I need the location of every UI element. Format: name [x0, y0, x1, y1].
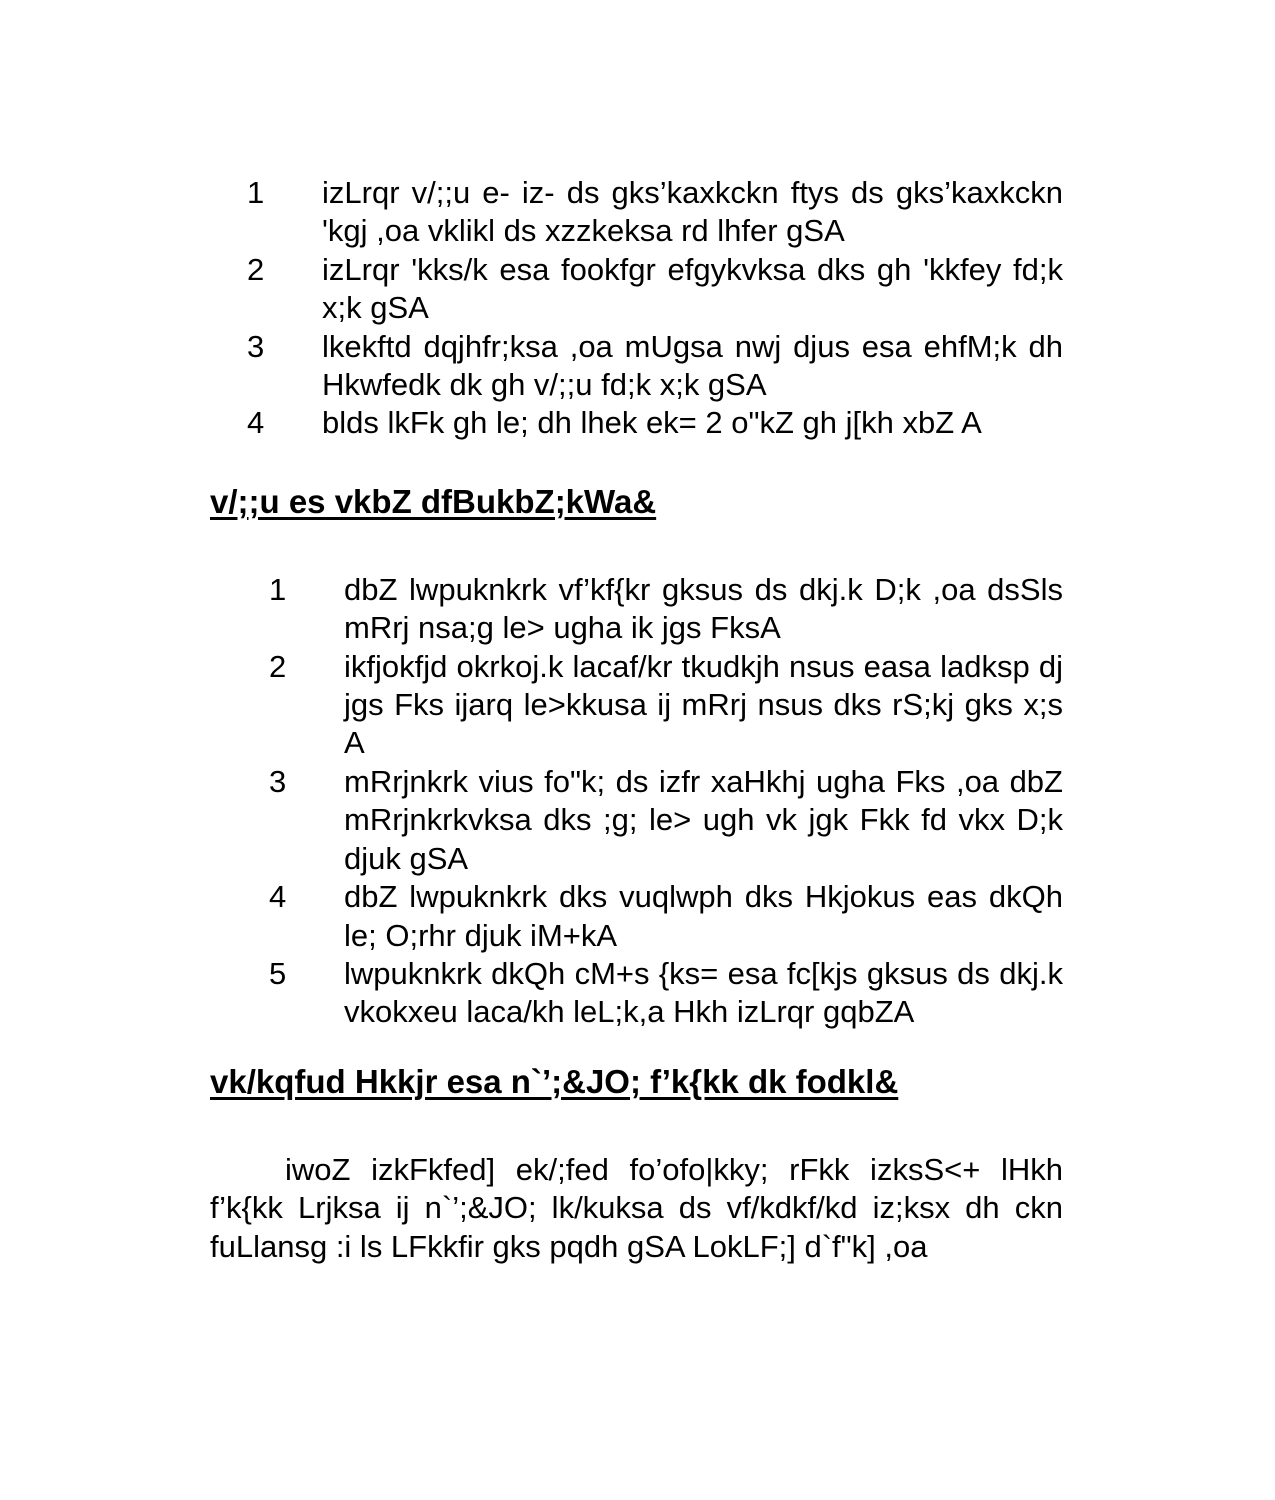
list-item: [210, 251, 1063, 328]
list-item: [210, 404, 1063, 442]
list-text: izLrqr 'kks/k esa fookfgr efgykvksa dks gh 'kkfey fd;k x;k gSA: [322, 251, 1063, 326]
list-text: dbZ lwpuknkrk dks vuqlwph dks Hkjokus eas dkQh le; O;rhr djuk iM+kA: [344, 879, 1063, 953]
list-item: [210, 328, 1063, 405]
document-body: [210, 174, 1063, 1266]
list-number: 2: [247, 251, 265, 287]
scope-list: [210, 174, 1063, 443]
body-paragraph: iwoZ izkFkfed] ek/;fed fo’ofo|kky; rFkk izksS<+ lHkh f’k{kk Lrjksa ij n`’;&JO; lk/kuksa ds vf/kdkf/kd iz;ksx dh ckn fuLlansg :i ls LFkkfir gks pqdh gSA LokLF;] d`f"k] ,oa: [210, 1151, 1063, 1264]
list-text: lwpuknkrk dkQh cM+s {ks= esa fc[kjs gksus ds dkj.k vkokxeu laca/kh leL;k,a Hkh izLrqr gqbZA: [344, 955, 1063, 1030]
list-text: dbZ lwpuknkrk vf’kf{kr gksus ds dkj.k D;k ,oa dsSls mRrj nsa;g le> ugha ik jgs FksA: [344, 571, 1063, 646]
list-text: izLrqr v/;;u e- iz- ds gks’kaxkckn ftys ds gks’kaxkckn 'kgj ,oa vklikl ds xzzkeksa rd lhfer gSA: [322, 175, 1063, 249]
list-number: 4: [247, 405, 265, 441]
list-item: [210, 571, 1063, 648]
list-text: blds lkFk gh le; dh lhek ek= 2 o"kZ gh j[kh xbZ A: [322, 405, 982, 441]
list-item: [210, 955, 1063, 1032]
list-number: 2: [269, 648, 287, 684]
list-item: [210, 648, 1063, 763]
list-item: [210, 878, 1063, 955]
list-text: lkekftd dqjhfr;ksa ,oa mUgsa nwj djus esa ehfM;k dh Hkwfedk dk gh v/;;u fd;k x;k gSA: [322, 328, 1063, 403]
list-text: ikfjokfjd okrkoj.k lacaf/kr tkudkjh nsus easa ladksp dj jgs Fks ijarq le>kkusa ij mRrj nsus dks rS;kj gks x;s A: [344, 648, 1063, 761]
list-item: [210, 174, 1063, 251]
list-number: 5: [269, 955, 287, 991]
list-text: mRrjnkrk vius fo"k; ds izfr xaHkhj ugha Fks ,oa dbZ mRrjnkrkvksa dks ;g; le> ugh vk jgk Fkk fd vkx D;k djuk gSA: [344, 763, 1063, 876]
list-number: 3: [247, 328, 265, 364]
list-number: 1: [269, 571, 287, 607]
list-number: 3: [269, 763, 287, 799]
list-item: [210, 763, 1063, 878]
difficulties-list: [210, 571, 1063, 1032]
list-number: 4: [269, 879, 287, 915]
section-heading-audiovisual: vk/kqfud Hkkjr esa n`’;&JO; f’k{kk dk fodkl&: [210, 1062, 899, 1100]
list-number: 1: [247, 175, 265, 210]
section-heading-difficulties: v/;;u es vkbZ dfBukbZ;kWa&: [210, 482, 657, 520]
